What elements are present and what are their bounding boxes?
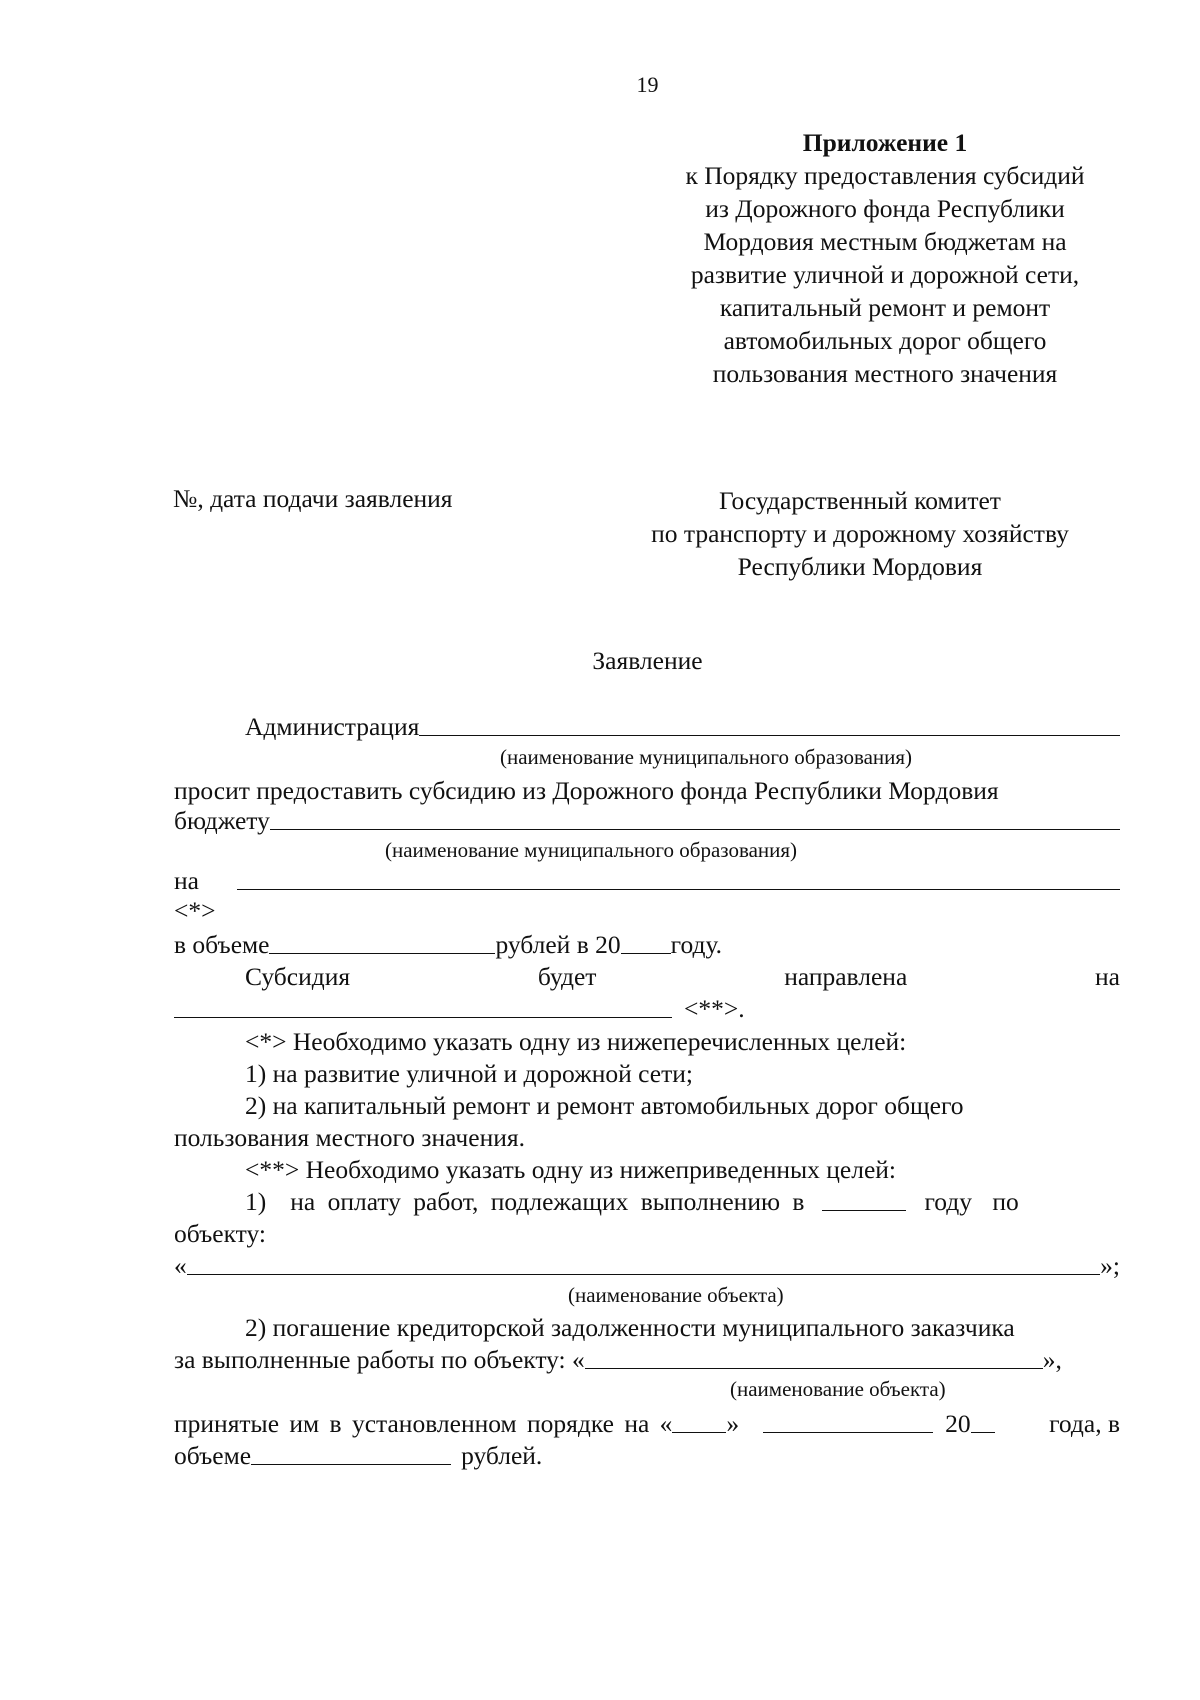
addressee-block [620,484,1100,583]
submission-number-date-label: №, дата подачи заявления [173,484,453,513]
addressee-line: по транспорту и дорожному хозяйству [651,519,1069,548]
budget-name-field[interactable] [270,808,1120,830]
page-number: 19 [636,72,659,97]
note2-item2-text: 2) погашение кредиторской задолженности муниципального заказчика [245,1313,1015,1342]
quote-open: « [174,1251,187,1280]
subsidy-line [245,962,1120,992]
municipality-name-field[interactable] [419,714,1120,736]
budget-label: бюджету [174,806,270,835]
month-field[interactable] [763,1411,933,1433]
document-title: Заявление [592,646,703,675]
subsidy-word: будет [537,962,597,991]
municipality-caption: (наименование муниципального образования) [385,838,798,862]
note1-item2-line [245,1091,1120,1121]
accepted-tail: года, в [1049,1409,1120,1438]
note2-item1-number: 1) [245,1187,267,1216]
note2-item2-line [245,1313,1120,1343]
volume2-line [174,1441,1120,1471]
quote-close: »; [1100,1251,1120,1280]
object-name-field-2[interactable] [585,1347,1043,1369]
appendix-line: Мордовия местным бюджетам на [703,227,1067,256]
rubles-label: рублей. [461,1441,543,1470]
appendix-title: Приложение 1 [802,128,968,157]
administration-line [245,712,1120,742]
footnote-mark-1: <*> [174,896,216,925]
day-field[interactable] [672,1411,726,1433]
note1-head: <*> Необходимо указать одну из нижеперечисленных целей: [245,1027,907,1056]
subsidy-direction-line [174,994,1120,1024]
request-text: просит предоставить субсидию из Дорожного фонда Республики Мордовия [174,776,999,805]
note2-item1-line [245,1187,1120,1217]
note2-head: <**> Необходимо указать одну из нижеприведенных целей: [245,1155,896,1184]
note2-item1-cont: объекту: [174,1219,266,1248]
appendix-line: капитальный ремонт и ремонт [719,293,1051,322]
administration-label: Администрация [245,712,420,741]
quote-close-comma: », [1042,1345,1062,1374]
accepted-year-prefix: 20 [945,1409,971,1438]
rubles-in-label: рублей в 20 [495,930,621,959]
note1-item1: 1) на развитие уличной и дорожной сети; [245,1059,693,1088]
purpose-line [174,866,1120,896]
appendix-line: к Порядку предоставления субсидий [685,161,1085,190]
addressee-line: Республики Мордовия [737,552,983,581]
request-line [174,776,1120,806]
amount-field[interactable] [269,932,495,954]
appendix-line: автомобильных дорог общего [723,326,1047,355]
note2-item2-object-line [174,1345,1120,1375]
purpose-label: на [174,866,199,895]
volume-label: в объеме [174,930,270,959]
subsidy-word: Субсидия [245,962,351,991]
accepted-year-field[interactable] [971,1411,995,1433]
note2-item1-text: на оплату работ, подлежащих выполнению в [290,1187,805,1216]
object-line [174,1251,1120,1281]
direction-field[interactable] [174,996,672,1018]
accepted-text: принятые им в установленном порядке на « [174,1409,673,1438]
municipality-caption: (наименование муниципального образования) [500,745,913,769]
appendix-line: из Дорожного фонда Республики [705,194,1065,223]
appendix-line: пользования местного значения [712,359,1058,388]
addressee-line: Государственный комитет [719,486,1001,515]
object-caption: (наименование объекта) [730,1377,946,1401]
amount2-field[interactable] [251,1443,451,1465]
purpose-field[interactable] [237,868,1120,890]
footnote-mark-2: <**>. [684,994,745,1023]
year-field[interactable] [621,932,671,954]
appendix-line: развитие уличной и дорожной сети, [690,260,1080,289]
note2-item2-cont: за выполненные работы по объекту: « [174,1345,585,1374]
note2-item1-tail: году по [924,1187,1019,1216]
volume-line [174,930,1120,960]
subsidy-word: на [1095,962,1120,991]
accepted-line [174,1409,1120,1439]
object-name-field[interactable] [187,1253,1100,1275]
volume2-label: объеме [174,1441,252,1470]
subsidy-word: направлена [784,962,908,991]
work-year-field[interactable] [822,1189,906,1211]
appendix-block [660,126,1110,390]
note1-item2-cont: пользования местного значения. [174,1123,525,1152]
year-label: году. [670,930,723,959]
note1-item2-text: 2) на капитальный ремонт и ремонт автомобильных дорог общего [245,1091,964,1120]
accepted-quote: » [726,1409,740,1438]
budget-line [174,806,1120,836]
object-caption: (наименование объекта) [568,1283,784,1307]
